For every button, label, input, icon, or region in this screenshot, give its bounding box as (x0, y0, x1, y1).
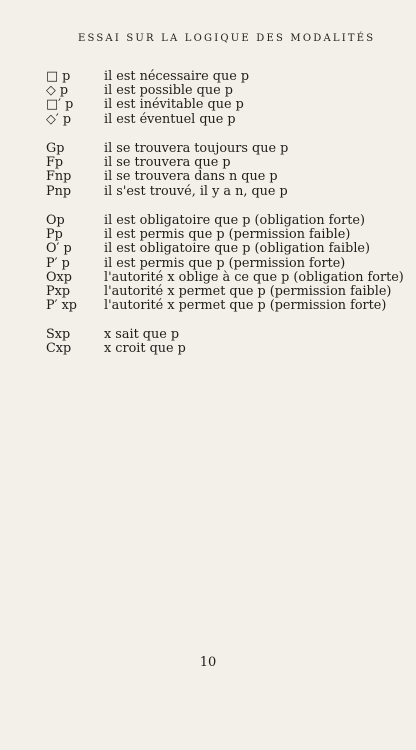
symbol: Pnp (46, 183, 72, 199)
definition: il est éventuel que p (104, 111, 236, 127)
symbol: ◇′ p (46, 111, 72, 127)
symbol-group-necessity (46, 70, 396, 127)
symbol: O′ p (46, 241, 72, 257)
symbol: Cxp (46, 341, 72, 357)
definition: x sait que p (104, 327, 180, 342)
definition-row (46, 299, 396, 313)
definition-row (46, 285, 396, 299)
definition-row (46, 170, 396, 184)
definition: il se trouvera toujours que p (104, 141, 289, 156)
definition: il se trouvera dans n que p (104, 169, 278, 185)
definition: il est nécessaire que p (104, 69, 250, 84)
definition: il est obligatoire que p (obligation faible) (104, 241, 370, 257)
symbol-group-deontic (46, 213, 404, 314)
definition-row (46, 328, 396, 342)
definition-row (46, 342, 396, 356)
definition: l'autorité x permet que p (permission faible) (104, 283, 392, 299)
definition: il est possible que p (104, 83, 233, 99)
definition-row (46, 142, 396, 156)
symbol: Oxp (46, 269, 72, 285)
definition-row (46, 257, 396, 271)
symbol: P′ xp (46, 298, 77, 314)
definition-row (46, 156, 396, 170)
symbol: Pxp (46, 283, 71, 299)
symbol: □′ p (46, 97, 74, 113)
symbol-group-epistemic (46, 328, 396, 356)
definition: il est obligatoire que p (obligation forte) (104, 213, 365, 228)
definition: x croit que p (104, 341, 186, 357)
definition: il se trouvera que p (104, 155, 231, 171)
definition-row (46, 228, 396, 242)
symbol: Gp (46, 141, 65, 156)
definition-row (46, 70, 396, 84)
definition: l'autorité x oblige à ce que p (obligation forte) (104, 269, 404, 285)
definition-row (46, 214, 396, 228)
symbol: Pp (46, 227, 63, 243)
symbol: ◇ p (46, 83, 69, 99)
definition: il est permis que p (permission faible) (104, 227, 351, 243)
symbol: Fp (46, 155, 64, 171)
definition: il est permis que p (permission forte) (104, 255, 346, 271)
symbol: Fnp (46, 169, 72, 185)
definition-row (46, 185, 396, 199)
symbol-group-temporal (46, 142, 396, 199)
symbol: Op (46, 213, 65, 228)
symbol: □ p (46, 69, 71, 84)
running-header: ESSAI SUR LA LOGIQUE DES MODALITÉS (78, 33, 376, 44)
page-number: 10 (199, 655, 217, 670)
symbol: Sxp (46, 327, 71, 342)
definition-row (46, 98, 396, 112)
definition: il s'est trouvé, il y a n, que p (104, 183, 288, 199)
definition-row (46, 269, 404, 285)
definition-row (46, 84, 396, 98)
symbol: P′ p (46, 255, 70, 271)
definition-row (46, 242, 396, 256)
definition: il est inévitable que p (104, 97, 244, 113)
definition-row (46, 113, 396, 127)
definition: l'autorité x permet que p (permission forte) (104, 298, 387, 314)
